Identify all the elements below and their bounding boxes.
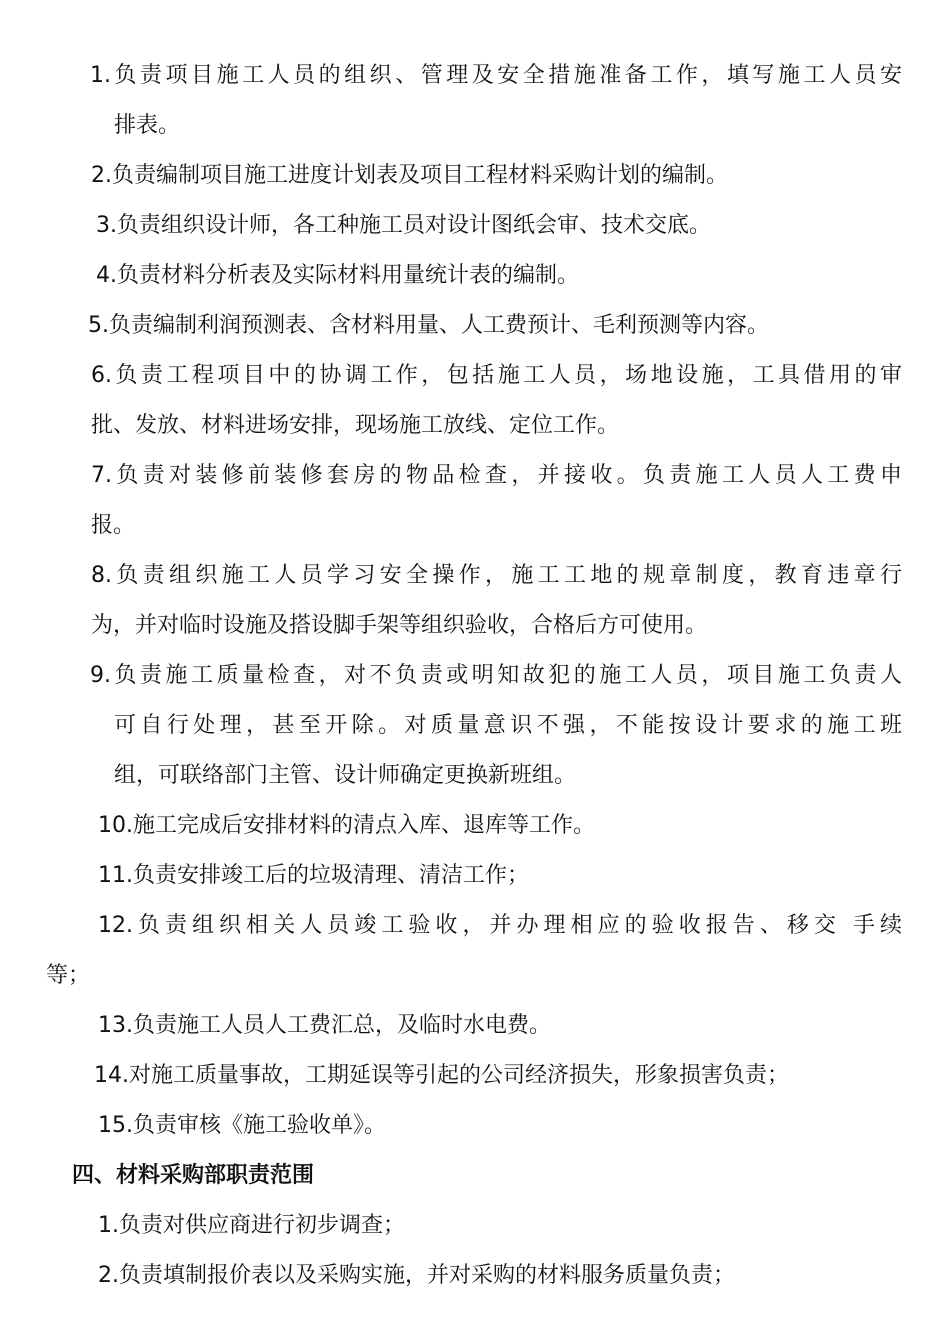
list-item-text: 对施工质量事故，工期延误等引起的公司经济损失，形象损害负责； <box>129 1063 790 1088</box>
list-item-11 <box>98 862 529 890</box>
list-item-number: 1. <box>90 63 111 88</box>
list-item-number: 7. <box>91 463 112 488</box>
list-item-number: 13. <box>98 1013 133 1038</box>
list-item-6-line-2 <box>91 412 619 440</box>
list-item-text: 负责工程项目中的协调工作，包括施工人员，场地设施，工具借用的审 <box>112 363 902 388</box>
list-item-5 <box>88 312 769 340</box>
list-item-text: 批、发放、材料进场安排，现场施工放线、定位工作。 <box>91 413 620 438</box>
list-item-7-line-2 <box>91 512 135 540</box>
list-item-text: 为，并对临时设施及搭设脚手架等组织验收，合格后方可使用。 <box>91 613 708 638</box>
list-item-3 <box>96 212 711 240</box>
section-list-item-1 <box>98 1212 405 1240</box>
list-item-8-line-2 <box>91 612 707 640</box>
list-item-9-line-3 <box>114 762 576 790</box>
list-item-10 <box>98 812 595 840</box>
list-item-text: 负责对装修前装修套房的物品检查，并接收。负责施工人员人工费申 <box>112 463 902 488</box>
list-item-14 <box>94 1062 789 1090</box>
list-item-15 <box>98 1112 386 1140</box>
list-item-8-line-1 <box>91 562 902 590</box>
list-item-2 <box>91 162 728 190</box>
list-item-text: 负责安排竣工后的垃圾清理、清洁工作； <box>133 863 530 888</box>
list-item-text: 负责施工人员人工费汇总，及临时水电费。 <box>133 1013 552 1038</box>
list-item-text: 排表。 <box>114 113 181 138</box>
list-item-text: 负责组织施工人员学习安全操作，施工工地的规章制度，教育违章行 <box>112 563 902 588</box>
list-item-1-line-2 <box>114 112 180 140</box>
list-item-number: 2. <box>91 163 112 188</box>
list-item-number: 8. <box>91 563 112 588</box>
list-item-6-line-1 <box>91 362 902 390</box>
list-item-text: 施工完成后安排材料的清点入库、退库等工作。 <box>133 813 596 838</box>
list-item-text: 报。 <box>91 513 136 538</box>
list-item-number: 6. <box>91 363 112 388</box>
list-item-text: 负责施工质量检查，对不负责或明知故犯的施工人员，项目施工负责人 <box>111 663 902 688</box>
section-heading: 四、材料采购部职责范围 <box>72 1163 315 1188</box>
list-item-number: 9. <box>90 663 111 688</box>
list-item-12-line-2 <box>46 962 90 990</box>
list-item-number: 3. <box>96 213 117 238</box>
list-item-number: 4. <box>96 263 117 288</box>
list-item-number: 2. <box>98 1263 119 1288</box>
list-item-number: 10. <box>98 813 133 838</box>
list-item-text: 负责项目施工人员的组织、管理及安全措施准备工作，填写施工人员安 <box>111 63 902 88</box>
list-item-text: 负责填制报价表以及采购实施，并对采购的材料服务质量负责； <box>119 1263 736 1288</box>
list-item-text: 等； <box>46 963 91 988</box>
list-item-number: 11. <box>98 863 133 888</box>
list-item-number: 15. <box>98 1113 133 1138</box>
list-item-4 <box>96 262 579 290</box>
list-item-text: 负责组织相关人员竣工验收，并办理相应的验收报告、移交 手续 <box>133 913 902 938</box>
list-item-text: 负责对供应商进行初步调查； <box>119 1213 406 1238</box>
list-item-text: 负责编制利润预测表、含材料用量、人工费预计、毛利预测等内容。 <box>109 313 770 338</box>
list-item-text: 负责编制项目施工进度计划表及项目工程材料采购计划的编制。 <box>112 163 729 188</box>
list-item-12-line-1 <box>98 912 902 940</box>
list-item-text: 负责材料分析表及实际材料用量统计表的编制。 <box>117 263 580 288</box>
section-list-item-2 <box>98 1262 735 1290</box>
list-item-number: 12. <box>98 913 133 938</box>
list-item-text: 可自行处理，甚至开除。对质量意识不强，不能按设计要求的施工班 <box>114 713 902 738</box>
list-item-number: 14. <box>94 1063 129 1088</box>
list-item-text: 组，可联络部门主管、设计师确定更换新班组。 <box>114 763 577 788</box>
list-item-text: 负责组织设计师，各工种施工员对设计图纸会审、技术交底。 <box>117 213 712 238</box>
list-item-9-line-2 <box>114 712 902 740</box>
list-item-7-line-1 <box>91 462 902 490</box>
list-item-text: 负责审核《施工验收单》。 <box>133 1113 387 1138</box>
list-item-1-line-1 <box>90 62 902 90</box>
list-item-13 <box>98 1012 551 1040</box>
list-item-number: 5. <box>88 313 109 338</box>
list-item-9-line-1 <box>90 662 902 690</box>
list-item-number: 1. <box>98 1213 119 1238</box>
